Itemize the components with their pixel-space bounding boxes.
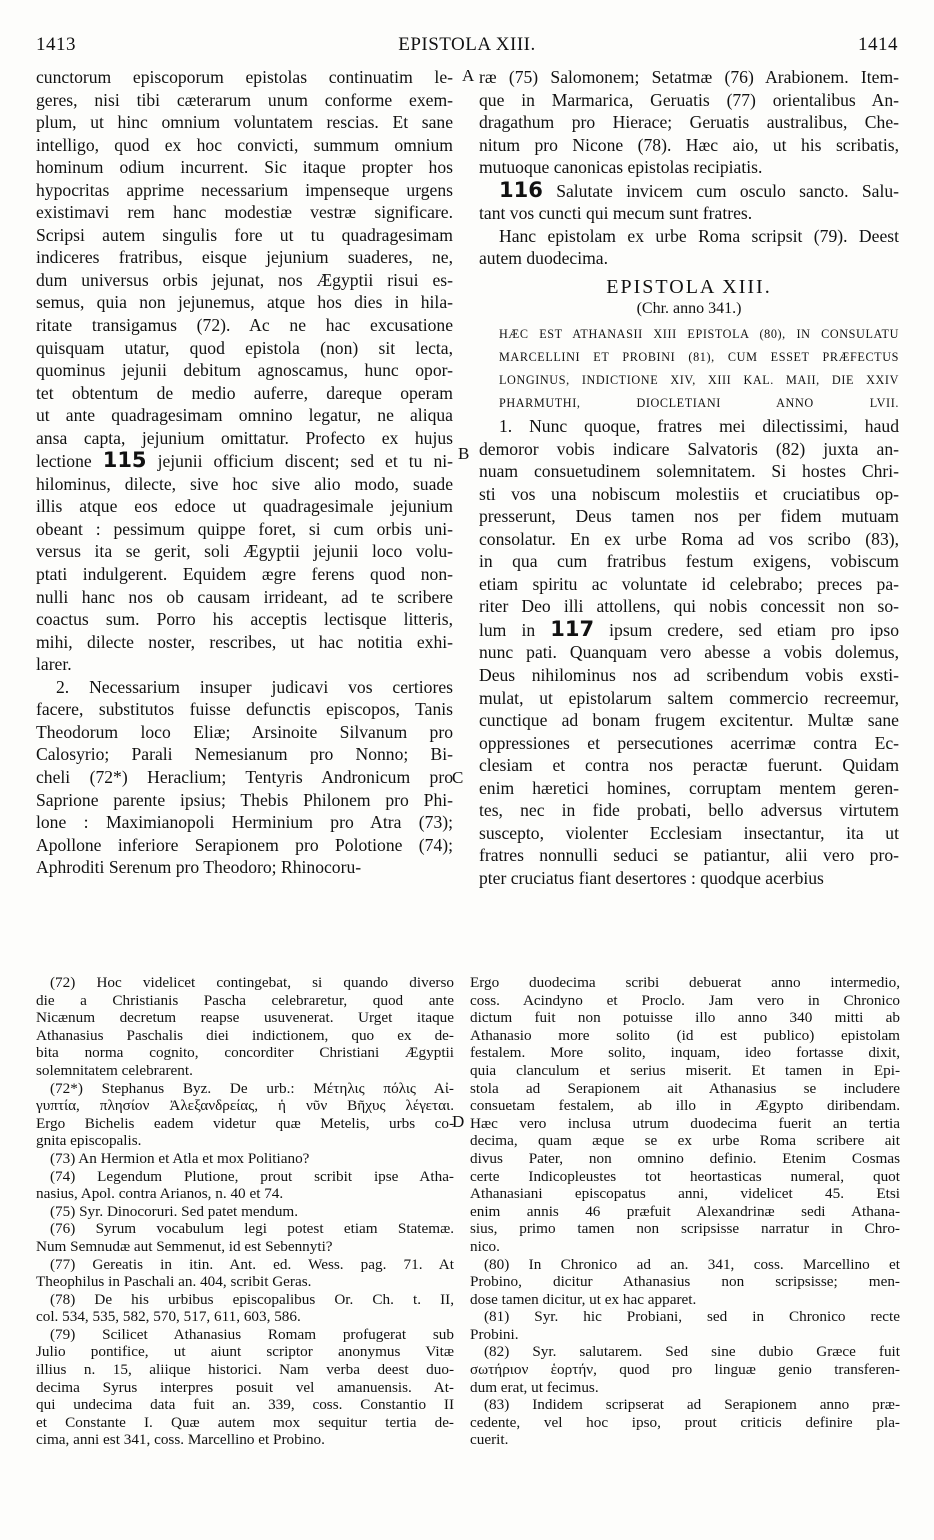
heading-line: MARCELLINI ET PROBINI (81), CUM ESSET PRÆFECTUS (499, 350, 899, 365)
footnote-line: Ergo duodecima scribi debuerat anno intermedio, (470, 974, 900, 991)
text-line: Scripsi autem singulis fore ut tu quadragesimam (36, 224, 453, 245)
text-line: 2. Necessarium insuper judicavi vos certiores (56, 676, 453, 697)
footnote-line: cedente, vel hoc ipso, prout criticis definire pla- (470, 1413, 900, 1431)
footnote-line: Athanasius Paschalis diei indictionem, quo ex de- (36, 1026, 454, 1044)
footnote-line: cima, anni est 341, coss. Marcellino et Probino. (36, 1431, 325, 1449)
text-line: hypocritas apprime necessarium impenseque urgens (36, 179, 453, 200)
footnote-line: (78) De his urbibus episcopalibus Or. Ch. t. II, (50, 1290, 454, 1308)
footnote-line: Athanasiani episcopatus anni, videlicet 45. Etsi (470, 1185, 900, 1203)
text-line: tant vos cuncti qui mecum sunt fratres. (479, 203, 753, 224)
text-line: larer. (36, 654, 72, 675)
footnote-line: consuetam festalem, ab illo in Ægypto diribendam. (470, 1097, 900, 1115)
text-line: tet obtentum de medio auferre, dareque operam (36, 382, 453, 403)
text-line: versus ita se gerit, soli Ægyptii jejunii loco volu- (36, 541, 453, 562)
footnote-line: Theophilus in Paschali an. 404, scribit Geras. (36, 1273, 312, 1291)
epistle-body (479, 415, 899, 889)
text-line: fratres nonnulli seduci se patiantur, alii vero pro- (479, 845, 899, 866)
text-line: hominum odium incurrent. Sic itaque propter hos (36, 157, 453, 178)
text-line: cunctorum episcoporum epistolas continuatim le- (36, 67, 453, 87)
text-line: cunctique ad bonam frugem excitentur. Multæ sane (479, 710, 899, 731)
footnote-line: divus Pater, non omnino definio. Etenim Cosmas (470, 1149, 900, 1167)
left-page-number: 1413 (36, 34, 76, 55)
footnote-line: (72*) Stephanus Byz. De urb.: Μέτηλις πόλις Αἰ- (50, 1079, 454, 1097)
text-line: etiam spiritu ac voluntate id celebrabo; preces pa- (479, 573, 899, 594)
text-line: existimavi rem hanc modestiæ vestræ significare. (36, 202, 453, 223)
footnote-line: (82) Syr. salutarem. Sed sine dubio Græce fuit (484, 1343, 900, 1361)
footnote-line: cuerit. (470, 1431, 509, 1449)
text-line: Calosyrio; Parali Nemesianum pro Nonno; Bi- (36, 744, 453, 765)
footnote-line: qui undecima data fuit an. 339, coss. Constantio II (36, 1396, 454, 1414)
text-line: sti vos una nobiscum molestiis et cruciatibus op- (479, 483, 899, 504)
footnote-line: coss. Acindyno et Proclo. Jam vero in Chronico (470, 991, 900, 1009)
text-line: 116 Salutate invicem cum osculo sancto. Salu- (499, 178, 899, 202)
footnote-line: dose tamen dicitur, ut ex hac apparet. (470, 1290, 697, 1308)
text-line: pter cruciatus fiant desertores : quodque acerbius (479, 867, 824, 888)
text-line: Theodorum loco Eliæ; Arsinoite Silvanum pro (36, 721, 453, 742)
footnote-line: dum erat, ut fecimus. (470, 1378, 599, 1396)
footnote-line: festalem. More solito, inquam, ideo fortasse dixit, (470, 1044, 900, 1062)
right-page-number: 1414 (858, 34, 898, 55)
text-line: clesiam et contra nos peractæ fuerunt. Quidam (479, 755, 899, 776)
footnote-line: γυπτία, πλησίον Ἀλεξανδρείας, ἡ νῦν Βῆχυς λέγεται. (36, 1097, 454, 1115)
text-line: demoror vobis indicare Salvatoris (82) juxta an- (479, 438, 899, 459)
text-line: tes, nec in fide probati, bello adversus virtutem (479, 800, 899, 821)
footnote-line: stola ad Serapionem ait Athanasius se includere (470, 1079, 900, 1097)
text-line: ritate transigamus (72). Ac ne hac excusatione (36, 315, 453, 336)
footnote-line: certe Indicopleustes tot heortasticas numeral, quot (470, 1167, 900, 1185)
text-line: dragathum pro Hierace; Geruatis australibus, Che- (479, 112, 899, 133)
column-number-marker: 115 (102, 449, 147, 473)
text-line: Deus nihilominus nos ad scribendum vobis exsti- (479, 665, 899, 686)
text-line: suscepto, violenter Ecclesiam insectantur, ita ut (479, 822, 899, 843)
page-header (36, 34, 898, 60)
footnote-line: (80) In Chronico ad an. 341, coss. Marcellino et (484, 1255, 900, 1273)
footnote-line: Hæc vero inclusa utrum duodecima fuerit an tertia (470, 1114, 900, 1132)
footnote-line: (76) Syrum vocabulum legi potest etiam Statemæ. (50, 1220, 454, 1238)
footnote-line: nasius, Apol. contra Arianos, n. 40 et 74. (36, 1185, 284, 1203)
text-line: cheli (72*) Heraclium; Tentyris Andronicum pro (36, 766, 453, 787)
text-line: que in Marmarica, Geruatis (77) orientalibus An- (479, 89, 899, 110)
footnote-line: Probino, dicitur Athanasius non scripsisse; men- (470, 1273, 900, 1291)
footnote-line: Athanasio more solito (id est publico) epistolam (470, 1026, 900, 1044)
text-line: in qua cum fratribus festum exigens, vobiscum (479, 551, 899, 572)
text-line: ansa capta, jejunium omittatur. Profecto ex hujus (36, 427, 453, 448)
footnote-line: sius, primo tamen non scripsisse narratur in Chro- (470, 1220, 900, 1238)
text-line: Saprione parente ipsius; Thebis Philonem pro Phi- (36, 789, 453, 810)
footnote-line: illius n. 15, aliique historici. Nam verba deest duo- (36, 1361, 454, 1379)
text-line: facere, substitutos fuisse defunctis episcopos, Tanis (36, 699, 453, 720)
text-line: lectione 115 jejunii officium discent; sed et tu ni- (36, 449, 453, 473)
column-number-marker: 117 (550, 617, 595, 641)
text-line: nulli hanc nos ob causam irrideant, ad te scribere (36, 586, 453, 607)
epistle-heading-caps (479, 323, 899, 415)
footnote-line: Julio pontifice, ut aiunt scriptor anonymus Vitæ (36, 1343, 454, 1361)
text-line: nitum pro Nicone (78). Hæc aio, ut his scribatis, (479, 134, 899, 155)
footnote-line: dictum fuit non potuisse illo anno 340 mitti ab (470, 1009, 900, 1027)
epistle-title: EPISTOLA XIII. (606, 275, 772, 298)
text-line: 1. Nunc quoque, fratres mei dilectissimi, haud (499, 416, 899, 437)
text-line: enim hæretici homines, corruptam mentem geren- (479, 777, 899, 798)
text-line: hilominus, dilecte, sive hoc sive alio modo, suade (36, 473, 453, 494)
right-text-column (479, 66, 899, 890)
text-line: indiceres fratribus, eisque jejunium suaderes, ne, (36, 247, 453, 268)
margin-letter-b: B (458, 444, 470, 463)
footnote-line: bita norma cognito, concorditer Christiani Ægyptii (36, 1044, 454, 1062)
footnote-line: decima, quam æque se ex urbe Roma scribere ait (470, 1132, 900, 1150)
text-line: dum universus orbis jejunat, nos Ægyptii risui es- (36, 269, 453, 290)
footnote-line: solemnitatem celebrarent. (36, 1061, 193, 1079)
footnote-line: decima Syrus interpres posuit vel amanuensis. At- (36, 1378, 454, 1396)
text-line: ræ (75) Salomonem; Setatmæ (76) Arabionem. Item- (479, 67, 899, 87)
text-line: riter Deo illi attollens, qui nobis concessit non so- (479, 596, 899, 617)
text-line: lone : Maximianopoli Herminium pro Atra (73); (36, 812, 453, 833)
margin-letter-d: D (452, 1112, 465, 1131)
footnote-line: Nicænum decretum reapse usuvenerat. Urget itaque (36, 1009, 454, 1027)
heading-line: HÆC EST ATHANASII XIII EPISTOLA (80), IN CONSULATU (499, 327, 899, 342)
footnote-line: quia clanculum et serius miserit. Et tamen in Epi- (470, 1061, 900, 1079)
text-line: mihi, dilecte noster, rescribes, ut hac notitia exhi- (36, 631, 453, 652)
text-line: mutuoque canonicas epistolas recipiatis. (479, 157, 763, 178)
heading-line: PHARMUTHI, DIOCLETIANI ANNO LVII. (499, 396, 899, 411)
running-title: EPISTOLA XIII. (398, 34, 536, 55)
footnote-line: (73) An Hermion et Atla et mox Politiano? (50, 1149, 310, 1167)
margin-letter-a: A (462, 66, 475, 85)
footnote-line: Num Semnudæ aut Semmenut, id est Sebennyti? (36, 1237, 333, 1255)
text-line: Hanc epistolam ex urbe Roma scripsit (79). Deest (499, 225, 899, 246)
footnote-line: enim annis 46 præfuit Alexandrinæ sedi Athana- (470, 1202, 900, 1220)
footnote-line: σωτήριον ἑορτήν, quod pro linguæ genio transferen- (470, 1361, 900, 1379)
margin-letter-c: C (452, 768, 464, 787)
footnote-line: col. 534, 535, 582, 570, 517, 611, 603, 586. (36, 1308, 301, 1326)
footnote-line: (74) Legendum Plutione, prout scribit ipse Atha- (50, 1167, 454, 1185)
text-line: illis atque eos edoce ut quadragesimale jejunium (36, 496, 453, 517)
footnote-line: Ergo Bichelis eadem videtur quæ Metelis, urbs co- (36, 1114, 454, 1132)
text-line: intelligo, quod ex hoc convicti, summum omnium (36, 134, 453, 155)
footnote-line: (83) Indidem scripserat ad Serapionem anno præ- (484, 1396, 900, 1414)
text-line: Apollone inferiore Serapionem pro Polotione (74); (36, 834, 453, 855)
footnote-line: nico. (470, 1237, 500, 1255)
text-line: quominus jejunii debitum agnoscamus, hunc opor- (36, 360, 453, 381)
footnote-line: Probini. (470, 1325, 519, 1343)
left-text-column (36, 66, 453, 879)
text-line: semus, quia non jejunemus, atque hos dies in hila- (36, 292, 453, 313)
footnote-line: (72) Hoc videlicet contingebat, si quando diverso (50, 974, 454, 991)
heading-line: LONGINUS, INDICTIONE XIV, XIII KAL. MAII, DIE XXIV (499, 373, 899, 388)
text-line: nunc pati. Quanquam vero abesse a vobis dolemus, (479, 642, 899, 663)
column-number-marker: 116 (499, 178, 543, 202)
footnote-line: (75) Syr. Dinocoruri. Sed patet mendum. (50, 1202, 299, 1220)
footnote-line: (81) Syr. hic Probiani, sed in Chronico recte (484, 1308, 900, 1326)
footnotes-right (470, 974, 900, 1449)
text-line: lum in 117 ipsum credere, sed etiam pro ipso (479, 617, 899, 641)
footnotes-left (36, 974, 454, 1449)
footnote-line: gnita episcopalis. (36, 1132, 142, 1150)
text-line: quisquam utatur, quod epistola (non) sit lecta, (36, 337, 453, 358)
text-line: oppressiones et persecutiones acerrimæ contra Ec- (479, 732, 899, 753)
text-line: coactus sum. Porro his acceptis lectisque litteris, (36, 609, 453, 630)
text-line: geres, nisi tibi cæterarum unum conforme exem- (36, 89, 453, 110)
text-line: ut ante quadragesimam omnino legatur, ne aliqua (36, 405, 453, 426)
epistle-date: (Chr. anno 341.) (636, 300, 742, 318)
footnote-line: et Constante I. Quæ autem mox sequitur tertia de- (36, 1413, 454, 1431)
text-line: autem duodecima. (479, 248, 608, 269)
text-line: obeant : pessimum quippe foret, si cum orbis uni- (36, 518, 453, 539)
footnote-line: (79) Scilicet Athanasius Romam profugerat sub (50, 1325, 454, 1343)
text-line: mulat, ut epistolarum saltem commercio recreemur, (479, 687, 899, 708)
text-line: Aphroditi Serenum pro Theodoro; Rhinocoru- (36, 857, 362, 878)
text-line: plum, ut hinc omnium voluntatem rescias. Et sane (36, 112, 453, 133)
text-line: nuam consuetudinem solemnitatem. Si hostes Chri- (479, 461, 899, 482)
footnote-line: (77) Gereatis in itin. Ant. ed. Wess. pag. 71. At (50, 1255, 454, 1273)
text-line: presserunt, Deus tamen nos per fidem mutuam (479, 506, 899, 527)
text-line: ptati indulgerent. Equidem ægre ferens quod non- (36, 564, 453, 585)
footnote-line: die a Christianis Pascha celebraretur, quod ante (36, 991, 454, 1009)
epistle-xii-ending (479, 66, 899, 270)
text-line: consolatur. En ex urbe Roma ad vos scribo (83), (479, 528, 899, 549)
